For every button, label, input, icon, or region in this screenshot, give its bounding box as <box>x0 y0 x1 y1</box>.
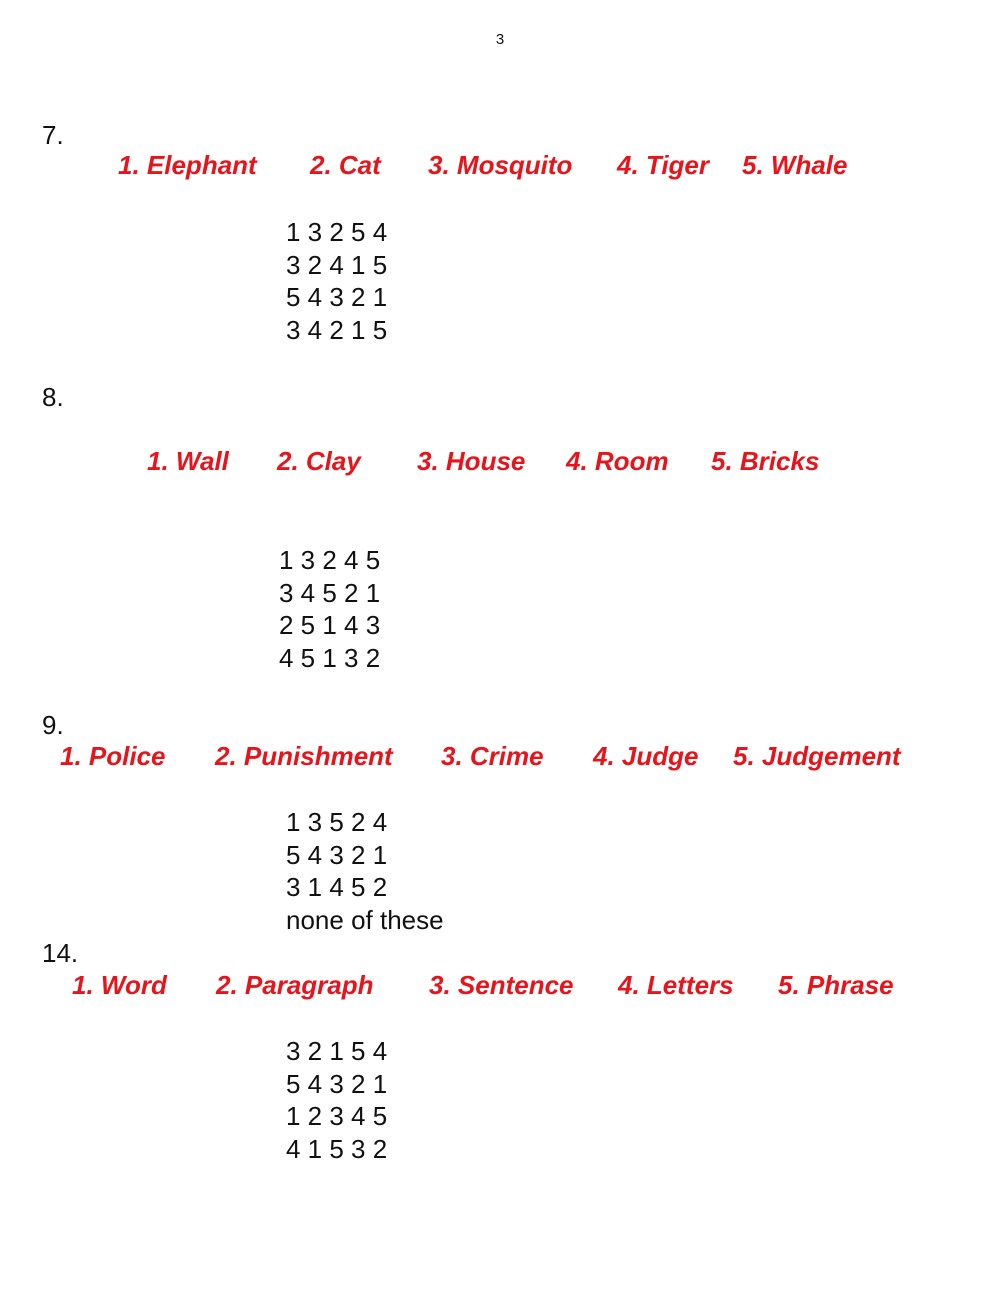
item: 2. Paragraph <box>216 970 374 1000</box>
answer-option[interactable]: 5 4 3 2 1 <box>286 282 388 312</box>
question-number: 7. <box>42 120 64 150</box>
item: 4. Letters <box>618 970 734 1000</box>
answer-option[interactable]: 1 3 2 4 5 <box>279 545 381 575</box>
item: 2. Clay <box>277 446 361 476</box>
answer-option[interactable]: 1 3 5 2 4 <box>286 807 388 837</box>
answer-option[interactable]: 3 4 2 1 5 <box>286 314 388 345</box>
jumbled-items <box>0 150 1000 180</box>
item: 3. Sentence <box>429 970 574 1000</box>
item: 2. Cat <box>310 150 381 180</box>
item: 4. Judge <box>593 741 699 771</box>
item: 1. Word <box>72 970 167 1000</box>
item: 1. Police <box>60 741 166 771</box>
answer-option[interactable]: 1 3 2 5 4 <box>286 217 388 247</box>
item: 3. Crime <box>441 741 544 771</box>
answer-options <box>286 1035 387 1165</box>
answer-option[interactable]: none of these <box>286 904 444 935</box>
answer-options <box>286 216 387 346</box>
answer-option[interactable]: 4 1 5 3 2 <box>286 1133 388 1164</box>
item: 5. Judgement <box>733 741 901 771</box>
item: 5. Phrase <box>778 970 894 1000</box>
answer-option[interactable]: 4 5 1 3 2 <box>279 642 381 673</box>
answer-option[interactable]: 3 1 4 5 2 <box>286 872 388 902</box>
answer-option[interactable]: 5 4 3 2 1 <box>286 839 388 870</box>
answer-options <box>286 806 444 936</box>
item: 1. Elephant <box>118 150 257 180</box>
question-number: 9. <box>42 710 64 740</box>
answer-option[interactable]: 5 4 3 2 1 <box>286 1068 388 1099</box>
answer-option[interactable]: 2 5 1 4 3 <box>279 610 381 640</box>
jumbled-items <box>0 970 1000 1000</box>
question-number: 8. <box>42 382 64 412</box>
item: 3. House <box>417 446 526 476</box>
answer-option[interactable]: 3 4 5 2 1 <box>279 577 381 608</box>
question-number: 14. <box>42 938 79 968</box>
item: 5. Bricks <box>711 446 820 476</box>
answer-option[interactable]: 3 2 1 5 4 <box>286 1036 388 1066</box>
jumbled-items <box>0 446 1000 476</box>
page-number: 3 <box>495 31 505 48</box>
answer-option[interactable]: 1 2 3 4 5 <box>286 1101 388 1131</box>
item: 1. Wall <box>147 446 229 476</box>
item: 2. Punishment <box>215 741 393 771</box>
jumbled-items <box>0 741 1000 771</box>
item: 4. Room <box>566 446 669 476</box>
item: 4. Tiger <box>617 150 710 180</box>
answer-option[interactable]: 3 2 4 1 5 <box>286 249 388 280</box>
item: 3. Mosquito <box>428 150 573 180</box>
item: 5. Whale <box>742 150 848 180</box>
answer-options <box>279 544 380 674</box>
